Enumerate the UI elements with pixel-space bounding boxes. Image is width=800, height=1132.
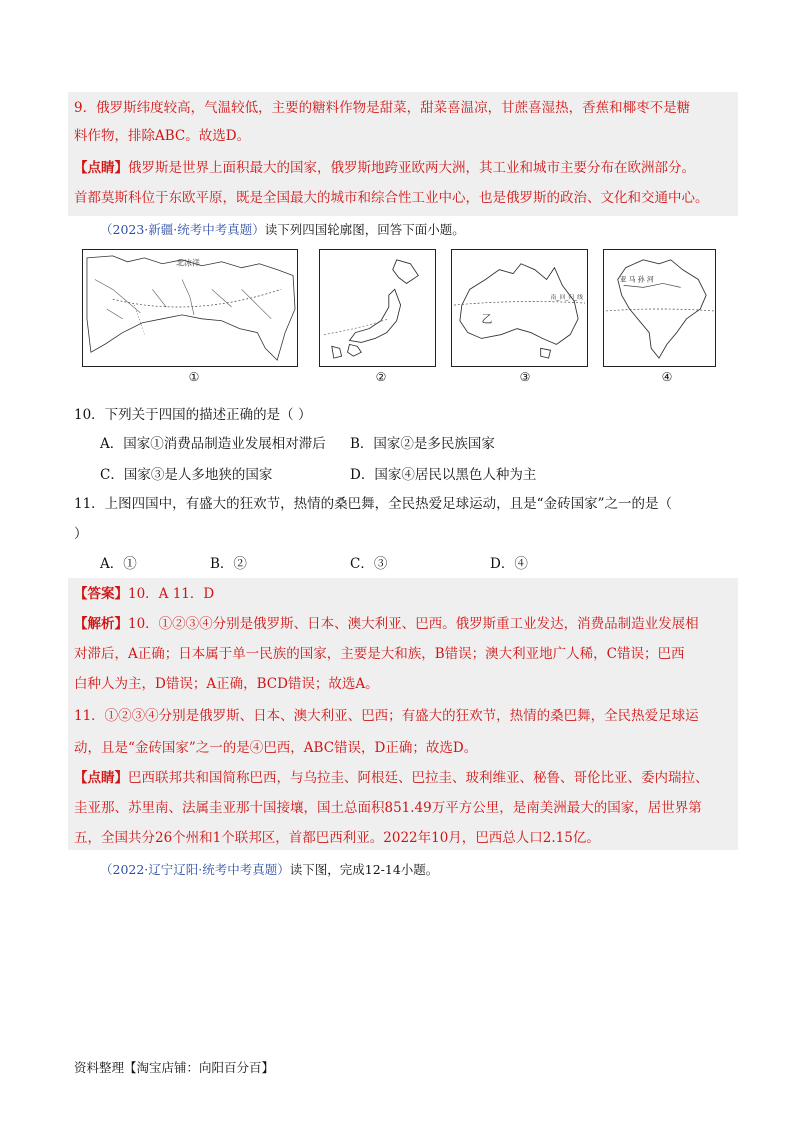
- section1-instruction: 读下列四国轮廓图，回答下面小题。: [264, 222, 465, 237]
- russia-outline-icon: [83, 250, 297, 366]
- q9-explanation-line-2: 料作物，排除ABC。故选D。: [74, 128, 251, 144]
- map4-label: 亚 马 孙 河: [619, 275, 654, 284]
- comment2-line-2: 圭亚那、苏里南、法属圭亚那十国接壤，国土总面积851.49万平方公里，是南美洲最大的国家，居世界第: [74, 800, 702, 816]
- analysis-line-1: [74, 614, 699, 634]
- analysis-tag: 【解析】: [74, 616, 128, 632]
- answer-tag: 【答案】: [74, 586, 128, 602]
- section2-instruction: 读下图，完成12-14小题。: [289, 862, 439, 877]
- q11-option-c: C．③: [350, 556, 388, 572]
- q11-stem-line-1: 11．上图四国中，有盛大的狂欢节，热情的桑巴舞，全民热爱足球运动，且是“金砖国家”之一的是（: [74, 496, 672, 512]
- analysis-line-5: 动，且是“金砖国家”之一的是④巴西，ABC错误，D正确；故选D。: [74, 740, 478, 756]
- comment2-tag: 【点睛】: [74, 770, 128, 786]
- analysis-line-3: 白种人为主，D错误；A正确，BCD错误；故选A。: [74, 676, 379, 692]
- q11-stem-line-2: ）: [74, 526, 88, 542]
- map-label-1: ①: [188, 370, 200, 384]
- answer-line: [74, 584, 214, 604]
- q10-option-b: B．国家②是多民族国家: [350, 436, 495, 452]
- q11-option-b: B．②: [210, 556, 247, 572]
- q10-stem: 10．下列关于四国的描述正确的是（ ）: [74, 407, 312, 423]
- q9-comment-text: 俄罗斯是世界上面积最大的国家，俄罗斯地跨亚欧两大洲，其工业和城市主要分布在欧洲部分。: [128, 160, 695, 176]
- comment2-line-3: 五，全国共分26个州和1个联邦区，首都巴西利亚。2022年10月，巴西总人口2.15亿。: [74, 830, 600, 846]
- answer-text: 10．A 11．D: [128, 586, 215, 602]
- footer-source: 资料整理【淘宝店铺：向阳百分百】: [74, 1060, 275, 1075]
- q10-option-d: D．国家④居民以黑色人种为主: [350, 467, 537, 483]
- japan-outline-icon: [320, 250, 435, 366]
- comment2-line-1: [74, 768, 709, 788]
- q9-comment-line-1: [74, 158, 695, 178]
- section1-heading: [100, 220, 465, 240]
- analysis-line-4: 11．①②③④分别是俄罗斯、日本、澳大利亚、巴西；有盛大的狂欢节，热情的桑巴舞，全民热爱足球运: [74, 708, 699, 724]
- q11-option-a: A．①: [100, 556, 137, 572]
- map-label-4: ④: [661, 370, 673, 384]
- australia-outline-icon: [452, 250, 587, 366]
- map-japan: [319, 249, 436, 367]
- map-russia: [82, 249, 298, 367]
- q9-explanation-line-1: 9．俄罗斯纬度较高，气温较低，主要的糖料作物是甜菜，甜菜喜温凉，甘蔗喜湿热，香蕉和椰枣不是糖: [74, 100, 691, 116]
- map-label-2: ②: [375, 370, 387, 384]
- brazil-outline-icon: [604, 250, 715, 366]
- map3-label: 乙: [481, 312, 493, 326]
- map3-label-2: 南_回_归_线: [550, 295, 583, 302]
- q10-option-c: C．国家③是人多地狭的国家: [100, 467, 273, 483]
- comment2-text-1: 巴西联邦共和国简称巴西，与乌拉圭、阿根廷、巴拉圭、玻利维亚、秘鲁、哥伦比亚、委内瑞拉、: [128, 770, 709, 786]
- section2-source: （2022·辽宁辽阳·统考中考真题）: [100, 862, 290, 877]
- q10-option-a: A．国家①消费品制造业发展相对滞后: [100, 436, 326, 452]
- analysis-a10-text-1: 10．①②③④分别是俄罗斯、日本、澳大利亚、巴西。俄罗斯重工业发达，消费品制造业发展相: [128, 616, 699, 632]
- map1-label: 北冰洋: [176, 258, 200, 268]
- analysis-line-2: 对滞后，A正确；日本属于单一民族的国家，主要是大和族，B错误；澳大利亚地广人稀，C错误；巴西: [74, 646, 685, 662]
- comment-tag: 【点睛】: [74, 160, 128, 176]
- section2-heading: [100, 860, 438, 880]
- q11-option-d: D．④: [490, 556, 528, 572]
- map-brazil: [603, 249, 716, 367]
- map-label-3: ③: [519, 370, 531, 384]
- map-australia: [451, 249, 588, 367]
- section1-source: （2023·新疆·统考中考真题）: [100, 222, 265, 237]
- q9-comment-line-2: 首都莫斯科位于东欧平原，既是全国最大的城市和综合性工业中心，也是俄罗斯的政治、文化和交通中心。: [74, 190, 709, 206]
